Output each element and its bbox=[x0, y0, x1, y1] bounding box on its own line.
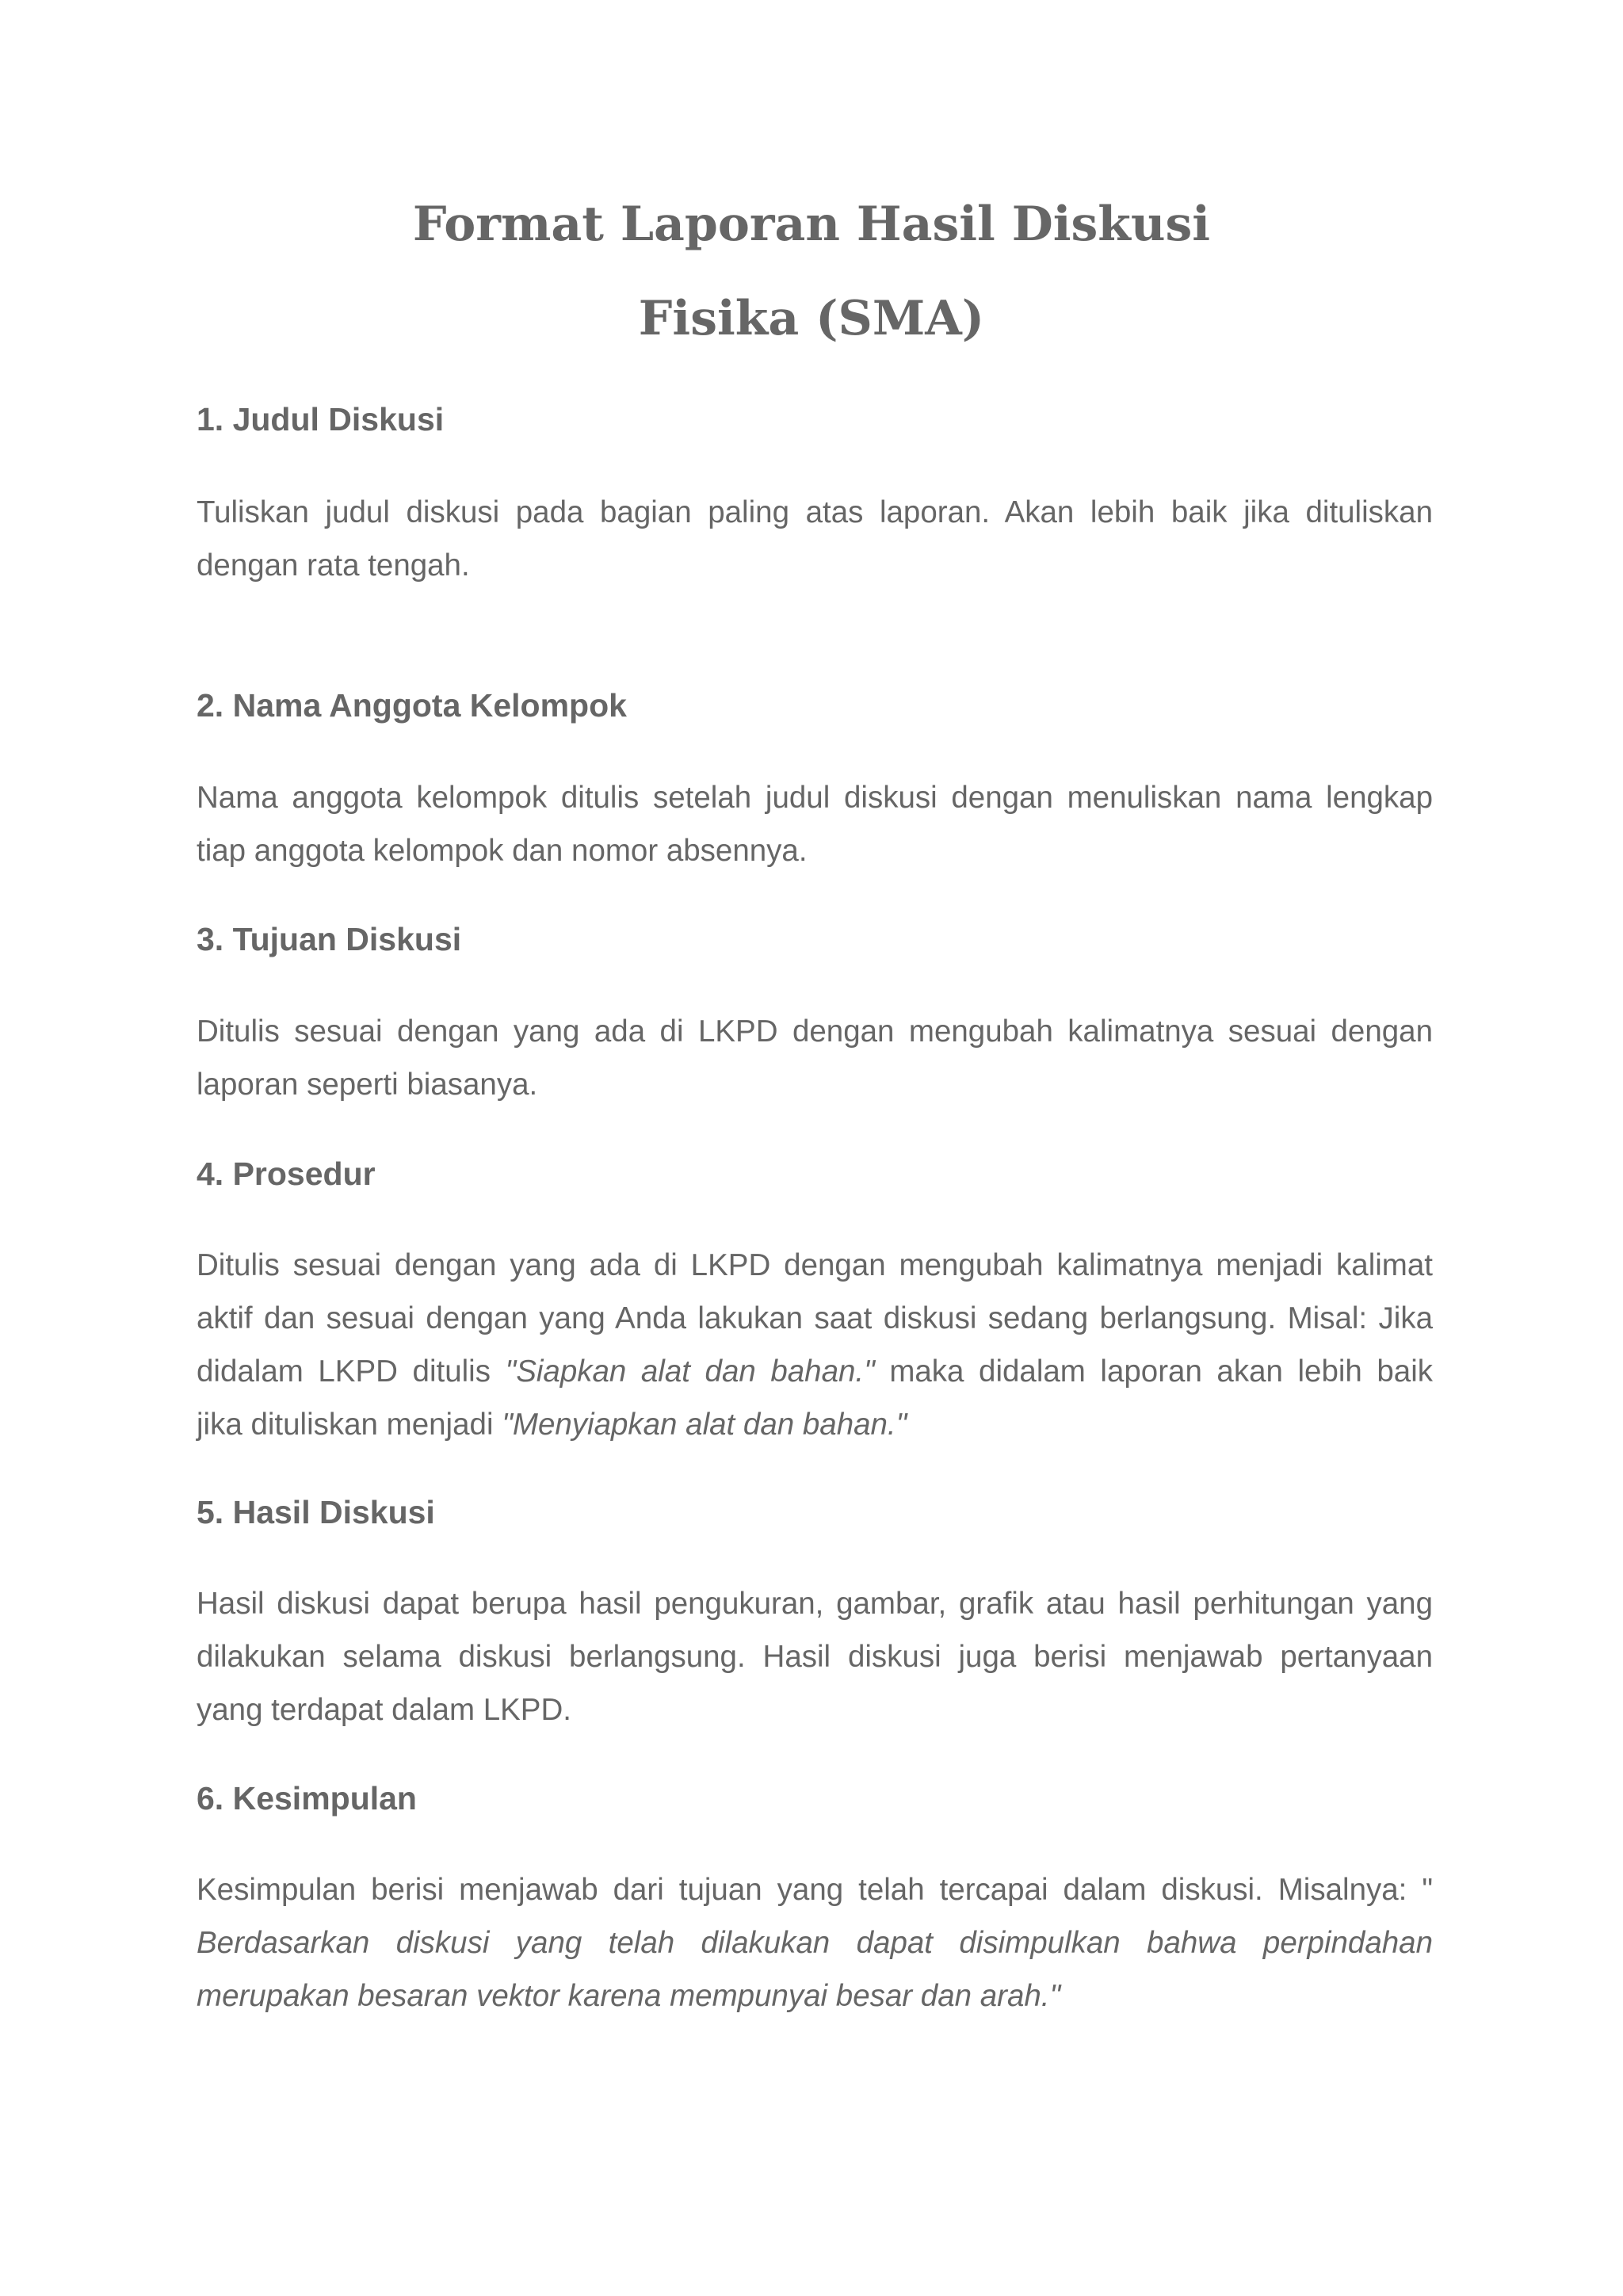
body-line: Ditulis sesuai dengan yang ada di LKPD dengan mengubah kalimatnya sesuai dengan bbox=[197, 1014, 1433, 1049]
example-quote: Berdasarkan diskusi yang telah dilakukan dapat disimpulkan bahwa perpindahan bbox=[197, 1926, 1433, 1960]
body-line: dengan rata tengah. bbox=[197, 548, 470, 583]
document-title-line-1: Format Laporan Hasil Diskusi bbox=[412, 197, 1211, 252]
section-body-prosedur bbox=[197, 1239, 1433, 1451]
section-body-hasil-diskusi bbox=[197, 1577, 1433, 1736]
body-text: maka didalam laporan akan lebih baik bbox=[874, 1354, 1434, 1389]
section-heading-judul-diskusi: 1. Judul Diskusi bbox=[197, 401, 445, 437]
section-heading-kesimpulan: 6. Kesimpulan bbox=[197, 1780, 417, 1817]
section-body-judul-diskusi bbox=[197, 486, 1433, 592]
body-line: yang terdapat dalam LKPD. bbox=[197, 1693, 571, 1727]
example-quote: "Siapkan alat dan bahan." bbox=[505, 1354, 875, 1389]
body-line: Ditulis sesuai dengan yang ada di LKPD dengan mengubah kalimatnya menjadi kalimat bbox=[197, 1248, 1433, 1282]
body-line: Kesimpulan berisi menjawab dari tujuan yang telah tercapai dalam diskusi. Misalnya: " bbox=[197, 1873, 1433, 1907]
body-line: aktif dan sesuai dengan yang Anda lakukan saat diskusi sedang berlangsung. Misal: Jika bbox=[197, 1301, 1433, 1335]
body-line: Nama anggota kelompok ditulis setelah judul diskusi dengan menuliskan nama lengkap bbox=[197, 781, 1433, 815]
document-title-line-2: Fisika (SMA) bbox=[638, 291, 985, 346]
body-line: Tuliskan judul diskusi pada bagian paling atas laporan. Akan lebih baik jika dituliskan bbox=[197, 495, 1433, 529]
example-quote: "Menyiapkan alat dan bahan." bbox=[502, 1408, 907, 1442]
body-line bbox=[197, 1398, 1433, 1451]
section-body-kesimpulan bbox=[197, 1863, 1433, 2023]
section-body-nama-anggota bbox=[197, 771, 1433, 877]
body-line bbox=[197, 1345, 1433, 1398]
body-line: tiap anggota kelompok dan nomor absennya. bbox=[197, 834, 808, 868]
section-heading-tujuan-diskusi: 3. Tujuan Diskusi bbox=[197, 921, 462, 957]
section-heading-hasil-diskusi: 5. Hasil Diskusi bbox=[197, 1494, 435, 1530]
section-heading-prosedur: 4. Prosedur bbox=[197, 1156, 376, 1192]
body-line: laporan seperti biasanya. bbox=[197, 1068, 538, 1102]
body-text: didalam LKPD ditulis bbox=[197, 1354, 506, 1389]
example-quote: merupakan besaran vektor karena mempunyai besar dan arah." bbox=[197, 1979, 1061, 2013]
body-text: jika dituliskan menjadi bbox=[197, 1408, 502, 1442]
body-line: Hasil diskusi dapat berupa hasil pengukuran, gambar, grafik atau hasil perhitungan yang bbox=[197, 1587, 1433, 1621]
body-line: dilakukan selama diskusi berlangsung. Hasil diskusi juga berisi menjawab pertanyaan bbox=[197, 1640, 1433, 1674]
section-heading-nama-anggota: 2. Nama Anggota Kelompok bbox=[197, 687, 627, 724]
section-body-tujuan-diskusi bbox=[197, 1005, 1433, 1111]
